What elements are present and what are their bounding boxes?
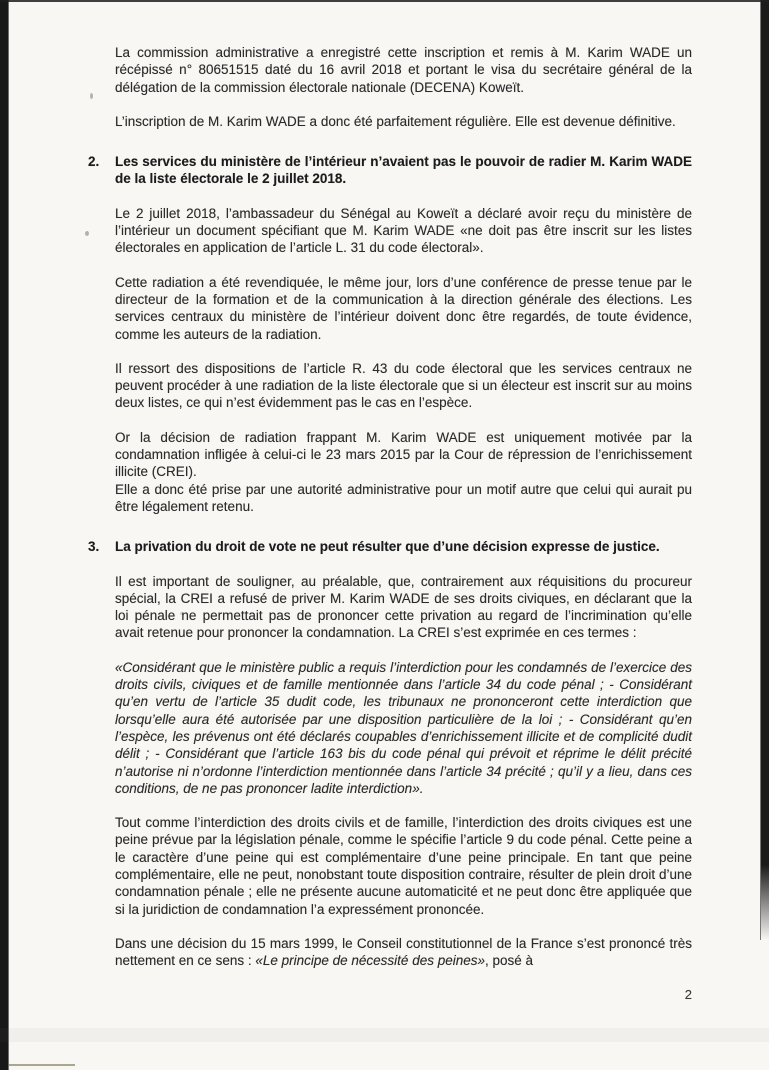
scan-speck bbox=[90, 93, 93, 99]
scan-shadow bbox=[0, 1028, 769, 1042]
paragraph-intro-1: La commission administrative a enregistré cette inscription et remis à M. Karim WADE un récépissé n° 80651515 daté du 16 avril 2018 et portant le visa du secrétaire général de la délégation de la commission électorale nationale (DECENA) Koweït. bbox=[115, 45, 692, 95]
paragraph: Cette radiation a été revendiquée, le même jour, lors d’une conférence de presse tenue par le directeur de la formation et de la communication à la direction générale des élections. Les services centraux du ministère de l’intérieur doivent donc être regardés, de toute évidence, comme les auteurs de la radiation. bbox=[115, 274, 692, 342]
scan-edge-right bbox=[760, 0, 769, 940]
paragraph: Elle a donc été prise par une autorité administrative pour un motif autre que celui qui aurait pu être légalement retenu. bbox=[115, 481, 692, 514]
scan-mark bbox=[9, 1064, 75, 1066]
document-body bbox=[88, 44, 692, 1004]
page-number: 2 bbox=[684, 987, 692, 1003]
section-number: 3. bbox=[88, 539, 100, 555]
paragraph: Il ressort des dispositions de l’article R. 43 du code électoral que les services centraux ne peuvent procéder à une radiation de la liste électorale que si un électeur est inscrit sur au moins deux listes, ce qui n’est évidemment pas le cas en l’espèce. bbox=[115, 360, 692, 411]
scan-edge-left bbox=[0, 0, 9, 1070]
scan-speck bbox=[85, 231, 89, 236]
closing-tail: , posé à bbox=[485, 953, 534, 969]
closing-lead: Dans une décision du 15 mars 1999, le Conseil constitutionnel de la France s’est prononcé très nettement en ce sens : bbox=[115, 935, 692, 969]
section-heading-2 bbox=[88, 153, 692, 188]
section-number: 2. bbox=[88, 154, 100, 170]
paragraph: Il est important de souligner, au préalable, que, contrairement aux réquisitions du procureur spécial, la CREI a refusé de priver M. Karim WADE de ses droits civiques, en déclarant que la loi pénale ne permettait pas de prononcer cette privation au regard de l’incrimination qu’elle avait retenue pour prononcer la condamnation. La CREI s’est exprimée en ces termes : bbox=[115, 573, 692, 641]
section-title: La privation du droit de vote ne peut résulter que d’une décision expresse de justice. bbox=[115, 539, 660, 555]
scan-edge-top bbox=[0, 0, 769, 2]
paragraph: Tout comme l’interdiction des droits civils et de famille, l’interdiction des droits civiques est une peine prévue par la législation pénale, comme le spécifie l’article 9 du code pénal. Cette peine a le caractère d’une peine qui est complémentaire d’une peine principale. En tant que peine complémentaire, elle ne peut, nonobstant toute disposition contraire, résulter de plein droit d’une condamnation pénale ; elle ne présente aucune automaticité et ne peut donc être appliquée que si la juridiction de condamnation l’a expressément prononcée. bbox=[115, 815, 692, 917]
section-heading-3 bbox=[88, 538, 692, 555]
closing-quote: «Le principe de nécessité des peines» bbox=[255, 953, 486, 969]
paragraph: Or la décision de radiation frappant M. Karim WADE est uniquement motivée par la condamnation infligée à celui-ci le 23 mars 2015 par la Cour de répression de l’enrichissement illicite (CREI). bbox=[115, 429, 692, 480]
section-title: Les services du ministère de l’intérieur n’avaient pas le pouvoir de radier M. Karim WADE de la liste électorale le 2 juillet 2018. bbox=[115, 154, 692, 187]
paragraph-intro-2: L’inscription de M. Karim WADE a donc été parfaitement régulière. Elle est devenue définitive. bbox=[115, 113, 676, 129]
block-quote-crei: «Considérant que le ministère public a requis l’interdiction pour les condamnés de l’exercice des droits civils, civiques et de famille mentionnée dans l’article 34 du code pénal ; - Considérant qu’en vertu de l’article 35 dudit code, les tribunaux ne prononceront cette interdiction que lorsqu’elle aura été autorisée par une disposition particulière de la loi ; - Considérant qu’en l’espèce, les prévenus ont été déclarés coupables d’enrichissement illicite et de complicité dudit délit ; - Considérant que l’article 163 bis du code pénal qui prévoit et réprime le délit précité n’autorise ni n’ordonne l’interdiction mentionnée dans l’article 34 précité ; qu’il y a lieu, dans ces conditions, de ne pas prononcer ladite interdiction». bbox=[115, 659, 692, 796]
closing-paragraph bbox=[115, 935, 692, 970]
paragraph: Le 2 juillet 2018, l’ambassadeur du Sénégal au Koweït a déclaré avoir reçu du ministère de l’intérieur un document spécifiant que M. Karim WADE «ne doit pas être inscrit sur les listes électorales en application de l’article L. 31 du code électoral». bbox=[115, 205, 692, 256]
